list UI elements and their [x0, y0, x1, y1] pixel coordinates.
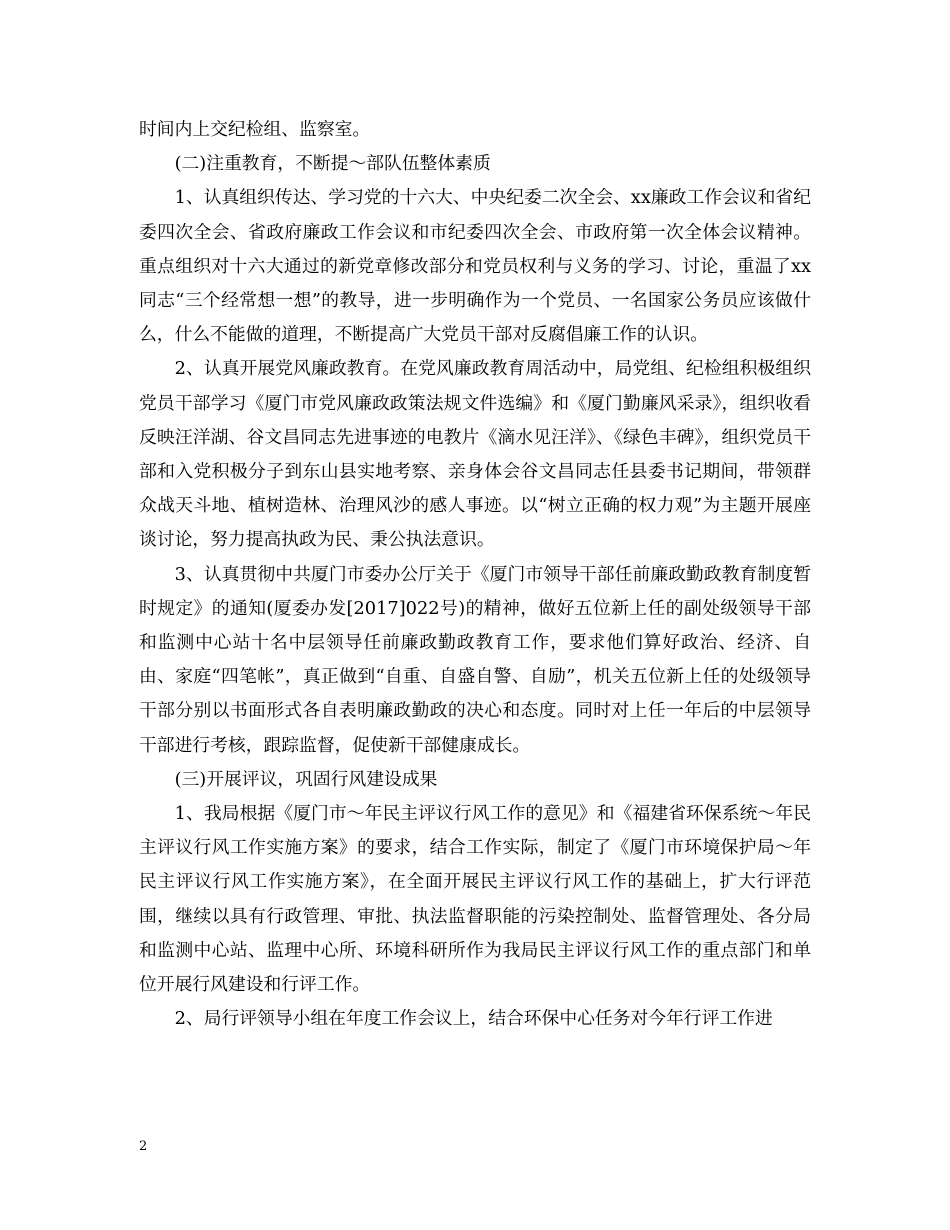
paragraph-item-3: 3、认真贯彻中共厦门市委办公厅关于《厦门市领导干部任前廉政勤政教育制度暂时规定》的通知(厦委办发[2017]022号)的精神，做好五位新上任的副处级领导干部和监测中心站十名中层领导任前廉政勤政教育工作，要求他们算好政治、经济、自由、家庭“四笔帐”，真正做到“自重、自盛自警、自励”，机关五位新上任的处级领导干部分别以书面形式各自表明廉政勤政的决心和态度。同时对上任一年后的中层领导干部进行考核，跟踪监督，促使新干部健康成长。: [139, 563, 811, 756]
paragraph-evaluation-1: 1、我局根据《厦门市～年民主评议行风工作的意见》和《福建省环保系统～年民主评议行风工作实施方案》的要求，结合工作实际，制定了《厦门市环境保护局～年民主评议行风工作实施方案》，在全面开展民主评议行风工作的基础上，扩大行评范围，继续以具有行政管理、审批、执法监督职能的污染控制处、监督管理处、各分局和监测中心站、监理中心所、环境科研所作为我局民主评议行风工作的重点部门和单位开展行风建设和行评工作。: [139, 803, 811, 996]
paragraph-item-2: 2、认真开展党风廉政教育。在党风廉政教育周活动中，局党组、纪检组积极组织党员干部学习《厦门市党风廉政政策法规文件选编》和《厦门勤廉风采录》，组织收看反映汪洋湖、谷文昌同志先进事迹的电教片《滴水见汪洋》、《绿色丰碑》，组织党员干部和入党积极分子到东山县实地考察、亲身体会谷文昌同志任县委书记期间，带领群众战天斗地、植树造林、治理风沙的感人事迹。以“树立正确的权力观”为主题开展座谈讨论，努力提高执政为民、秉公执法意识。: [139, 358, 811, 551]
section-heading-education: (二)注重教育，不断提～部队伍整体素质: [174, 153, 491, 175]
section-heading-evaluation: (三)开展评议，巩固行风建设成果: [174, 768, 438, 790]
body-text: [139, 113, 811, 1036]
paragraph-evaluation-2: 2、局行评领导小组在年度工作会议上，结合环保中心任务对今年行评工作进: [174, 1008, 773, 1030]
paragraph-continuation: 时间内上交纪检组、监察室。: [139, 119, 371, 140]
page-number: 2: [139, 1139, 148, 1154]
paragraph-item-1: 1、认真组织传达、学习党的十六大、中央纪委二次全会、xx廉政工作会议和省纪委四次全会、省政府廉政工作会议和市纪委四次全会、市政府第一次全体会议精神。重点组织对十六大通过的新党章修改部分和党员权利与义务的学习、讨论，重温了xx同志“三个经常想一想”的教导，进一步明确作为一个党员、一名国家公务员应该做什么，什么不能做的道理，不断提高广大党员干部对反腐倡廉工作的认识。: [139, 187, 811, 346]
